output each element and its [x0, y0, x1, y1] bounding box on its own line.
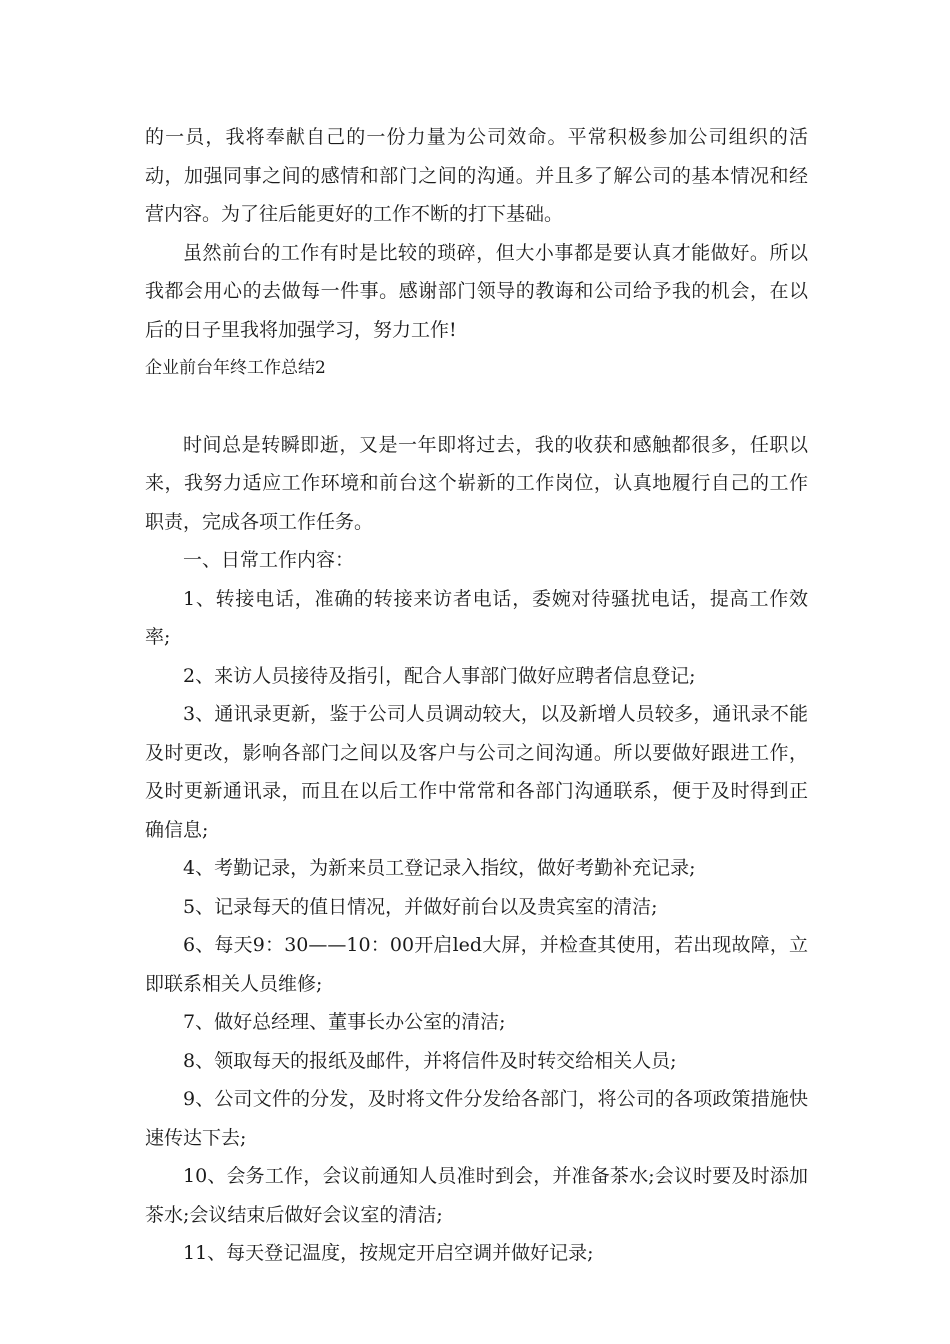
blank-line: [145, 388, 808, 426]
subheading: 一、日常工作内容：: [183, 549, 355, 571]
list-item: 3、通讯录更新，鉴于公司人员调动较大，以及新增人员较多，通讯录不能及时更改，影响各部门之间以及客户与公司之间沟通。所以要做好跟进工作，及时更新通讯录，而且在以后工作中常常和各部门沟通联系，便于及时得到正确信息;: [145, 703, 808, 841]
intro-paragraph: 时间总是转瞬即逝，又是一年即将过去，我的收获和感触都很多，任职以来，我努力适应工作环境和前台这个崭新的工作岗位，认真地履行自己的工作职责，完成各项工作任务。: [145, 433, 808, 533]
list-item: 4、考勤记录，为新来员工登记录入指纹，做好考勤补充记录;: [183, 857, 696, 879]
paragraph-continued: 的一员，我将奉献自己的一份力量为公司效命。平常积极参加公司组织的活动，加强同事之间的感情和部门之间的沟通。并且多了解公司的基本情况和经营内容。为了往后能更好的工作不断的打下基础。: [145, 126, 808, 225]
paragraph: 虽然前台的工作有时是比较的琐碎，但大小事都是要认真才能做好。所以我都会用心的去做每一件事。感谢部门领导的教诲和公司给予我的机会，在以后的日子里我将加强学习，努力工作!: [145, 241, 808, 341]
list-item: 1、转接电话，准确的转接来访者电话，委婉对待骚扰电话，提高工作效率;: [145, 587, 808, 648]
list-item: 9、公司文件的分发，及时将文件分发给各部门，将公司的各项政策措施快速传达下去;: [145, 1088, 808, 1149]
document-body: [145, 118, 808, 1273]
section-title: 企业前台年终工作总结2: [145, 358, 326, 378]
list-item: 11、每天登记温度，按规定开启空调并做好记录;: [183, 1242, 594, 1264]
list-item: 6、每天9：30——10：00开启led大屏，并检查其使用，若出现故障，立即联系相关人员维修;: [145, 934, 808, 995]
list-item: 2、来访人员接待及指引，配合人事部门做好应聘者信息登记;: [183, 664, 696, 687]
list-item: 10、会务工作，会议前通知人员准时到会，并准备茶水;会议时要及时添加茶水;会议结束后做好会议室的清洁;: [145, 1165, 808, 1226]
list-item: 5、记录每天的值日情况，并做好前台以及贵宾室的清洁;: [183, 895, 658, 918]
list-item: 8、领取每天的报纸及邮件，并将信件及时转交给相关人员;: [183, 1049, 677, 1072]
list-item: 7、做好总经理、董事长办公室的清洁;: [183, 1011, 506, 1033]
